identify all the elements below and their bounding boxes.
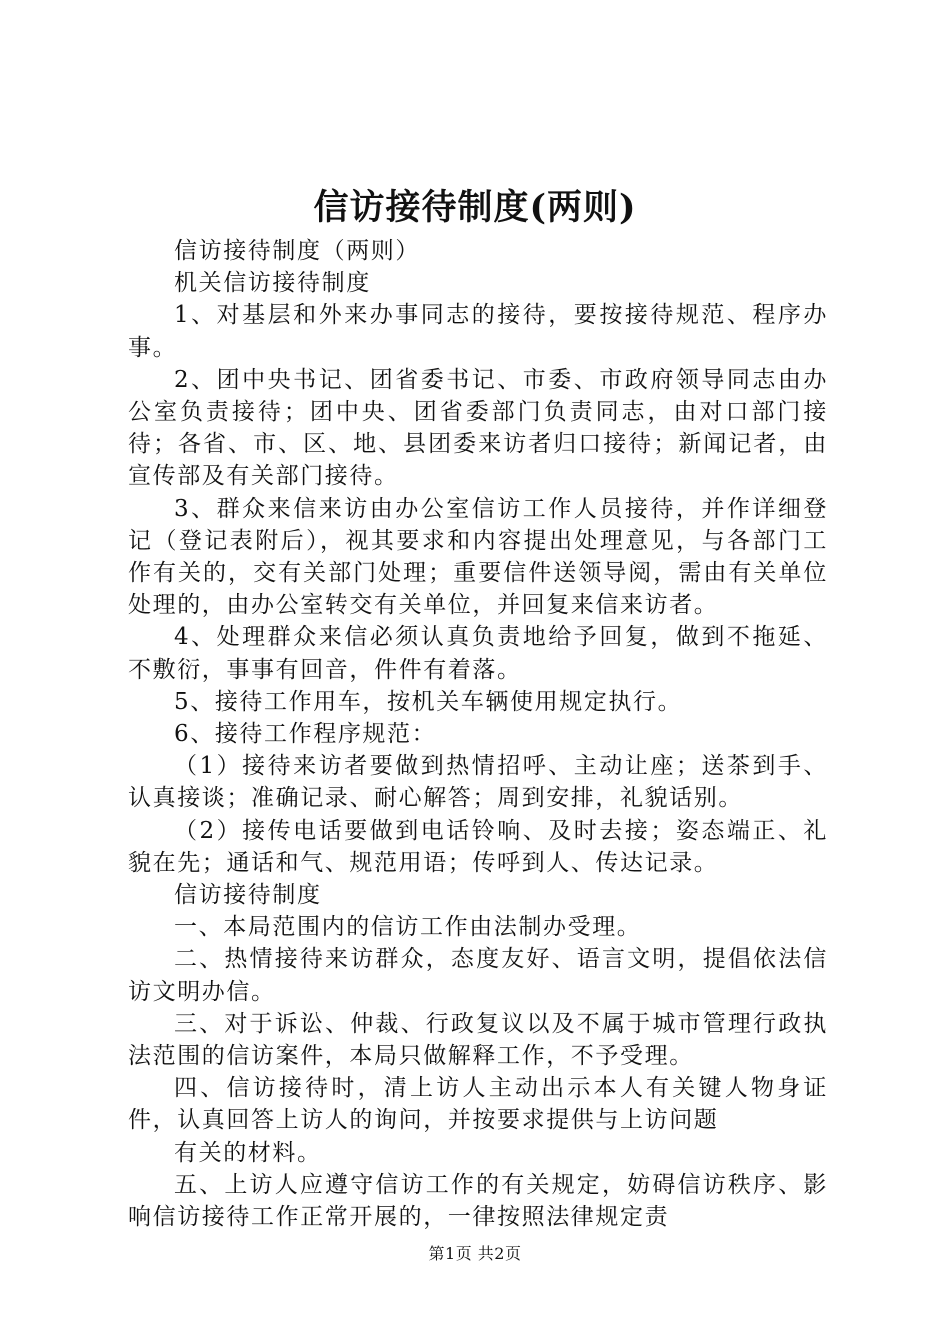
paragraph: 4、处理群众来信必须认真负责地给予回复，做到不拖延、不敷衍，事事有回音，件件有着落。	[128, 624, 828, 683]
paragraph: 5、接待工作用车，按机关车辆使用规定执行。	[174, 688, 683, 715]
paragraph: 一、本局范围内的信访工作由法制办受理。	[174, 914, 642, 941]
paragraph: 有关的材料。	[174, 1139, 322, 1166]
paragraph: 信访接待制度	[174, 882, 322, 909]
paragraph: 三、对于诉讼、仲裁、行政复议以及不属于城市管理行政执法范围的信访案件，本局只做解释工作，不予受理。	[128, 1010, 828, 1070]
paragraph: 机关信访接待制度	[174, 270, 371, 297]
paragraph: （1）接待来访者要做到热情招呼、主动让座；送茶到手、认真接谈；准确记录、耐心解答；周到安排，礼貌话别。	[128, 753, 828, 812]
paragraph: 四、信访接待时，清上访人主动出示本人有关键人物身证件，认真回答上访人的询问，并按要求提供与上访问题	[128, 1075, 828, 1134]
document-body	[128, 235, 828, 1233]
paragraph: 信访接待制度（两则）	[174, 238, 420, 264]
paragraph: （2）接传电话要做到电话铃响、及时去接；姿态端正、礼貌在先；通话和气、规范用语；传呼到人、传达记录。	[128, 817, 828, 876]
paragraph: 3、群众来信来访由办公室信访工作人员接待，并作详细登记（登记表附后），视其要求和内容提出处理意见，与各部门工作有关的，交有关部门处理；重要信件送领导阅，需由有关单位处理的，由办公室转交有关单位，并回复来信来访者。	[128, 495, 828, 619]
paragraph: 二、热情接待来访群众，态度友好、语言文明，提倡依法信访文明办信。	[128, 946, 828, 1005]
page-footer: 第1页 共2页	[428, 1244, 522, 1263]
paragraph: 1、对基层和外来办事同志的接待，要按接待规范、程序办事。	[128, 302, 828, 361]
paragraph: 2、团中央书记、团省委书记、市委、市政府领导同志由办公室负责接待；团中央、团省委部门负责同志，由对口部门接待；各省、市、区、地、县团委来访者归口接待；新闻记者，由宣传部及有关部门接待。	[128, 366, 828, 490]
document-title: 信访接待制度(两则)	[313, 187, 637, 228]
paragraph: 6、接待工作程序规范：	[174, 721, 437, 748]
paragraph: 五、上访人应遵守信访工作的有关规定，妨碍信访秩序、影响信访接待工作正常开展的，一律按照法律规定责	[128, 1171, 828, 1231]
